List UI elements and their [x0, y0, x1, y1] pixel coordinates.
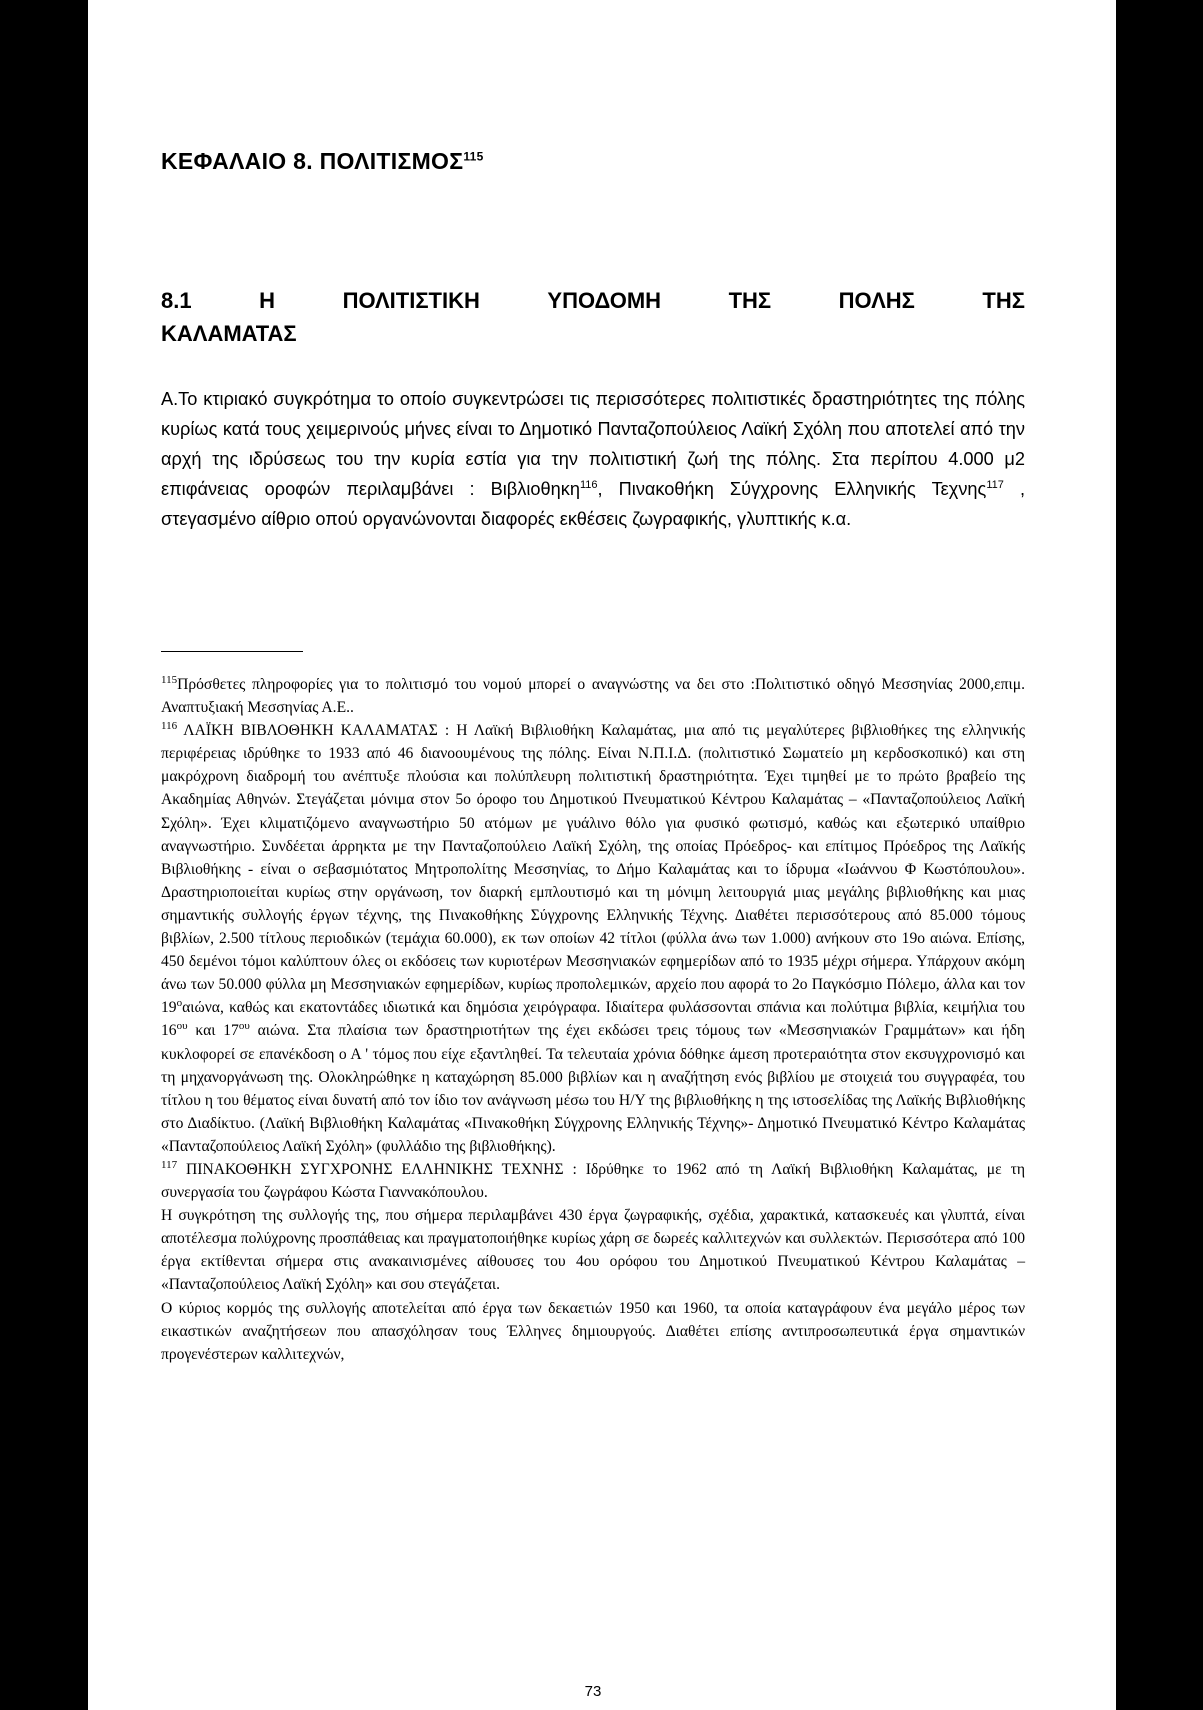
- section-word: ΤΗΣ: [982, 288, 1025, 313]
- footnote-mark: 115: [161, 673, 178, 686]
- section-title-line2: ΚΑΛΑΜΑΤΑΣ: [161, 321, 297, 346]
- section-word: ΠΟΛΗΣ: [838, 288, 915, 313]
- ordinal-sup: ου: [238, 1020, 250, 1033]
- footnote-text: ΛΑΪΚΗ ΒΙΒΛΟΘΗΚΗ ΚΑΛΑΜΑΤΑΣ : Η Λαϊκή Βιβλιοθήκη Καλαμάτας, μια από τις μεγαλύτερες βιβλιοθήκες της ελληνικής περιφέρειας ιδρύθηκε το 1933 από 46 διανοουμένους της πόλης. Είναι Ν.Π.Ι.Δ. (πολιτιστικό Σωματείο μη κερδοσκοπικό) και στη μακρόχρονη διαδρομή του ανέπτυξε πλούσια και πολύπλευρη πολιτιστική δραστηριότητα. Έχει τιμηθεί με το πρώτο βραβείο της Ακαδημίας Αθηνών. Στεγάζεται μόνιμα στον 5ο όροφο του Δημοτικού Πνευματικού Κέντρου Καλαμάτας – «Πανταζοπούλειος Λαϊκή Σχόλη». Έχει κλιματιζόμενο αναγνωστήριο 50 ατόμων με γυάλινο θόλο για φυσικό φωτισμό, καθώς και εξωτερικό υπαίθριο αναγνωστήριο. Συνδέεται άρρηκτα με την Πανταζοπούλειο Λαϊκή Σχόλη, της οποίας Πρόεδρος- και επίτιμος Πρόεδρος της Λαϊκής Βιβλιοθήκης - είναι ο σεβασμιότατος Μητροπολίτης Μεσσηνίας, το Δήμο Καλαμάτας και το ίδρυμα «Ιωάννου Φ Κωστόπουλου». Δραστηριοποιείται κυρίως στην οργάνωση, τον διαρκή εμπλουτισμό και τη μόνιμη λειτουργιά μιας μεγάλης βιβλιοθήκης και μιας σημαντικής συλλογής έργων τέχνης, της Πινακοθήκης Σύγχρονης Ελληνικής Τέχνης. Διαθέτει περισσότερους από 85.000 τόμους βιβλίων, 2.500 τίτλους περιοδικών (τεμάχια 60.000), εκ των οποίων 42 τίτλοι (φύλλα άνω των 1.000) ανήκουν στο 19ο αιώνα. Επίσης, 450 δεμένοι τόμοι καλύπτουν όλες οι εκδόσεις των κυριοτέρων Μεσσηνιακών εφημερίδων από το 1935 μέχρι σήμερα. Υπάρχουν ακόμη άνω των 50.000 φύλλα μη Μεσσηνιακών εφημερίδων, κυρίως προπολεμικών, αρχείο που αφορά το 2ο Παγκόσμιο Πόλεμο, άλλα και τον 19: [161, 722, 1025, 1017]
- footnote-117-paragraph: Η συγκρότηση της συλλογής της, που σήμερα περιλαμβάνει 430 έργα ζωγραφικής, σχέδια, χαρακτικά, κατασκευές και γλυπτά, είναι αποτέλεσμα πολύχρονης προσπάθειας και πραγματοποιήθηκε κυρίως χάρη σε δωρεές καλλιτεχνών και συλλεκτών. Περισσότερα από 100 έργα εκτίθενται σήμερα στις ανακαινισμένες αίθουσες του 4ου ορόφου του Δημοτικού Πνευματικού Κέντρου Καλαμάτας – «Πανταζοπούλειος Λαϊκή Σχόλη» και σου στεγάζεται.: [161, 1207, 1025, 1294]
- paragraph-text-2: , Πινακοθήκη Σύγχρονης Ελληνικής Τεχνης: [597, 479, 987, 499]
- section-number: 8.1: [161, 288, 192, 313]
- footnote-divider: [161, 651, 303, 652]
- footnote-text: Πρόσθετες πληροφορίες για το πολιτισμό του νομού μπορεί ο αναγνώστης να δει στο :Πολιτιστικό οδηγό Μεσσηνίας 2000,επιμ. Αναπτυξιακή Μεσσηνίας Α.Ε..: [161, 676, 1025, 717]
- section-word: ΤΗΣ: [728, 288, 772, 313]
- paragraph-text-3: , στεγασμένο αίθριο οπού οργανώνονται διαφορές εκθέσεις ζωγραφικής, γλυπτικής κ.α.: [161, 479, 1025, 529]
- paragraph-text-1: Α.Το κτιριακό συγκρότημα το οποίο συγκεντρώσει τις περισσότερες πολιτιστικές δραστηριότητες της πόλης κυρίως κατά τους χειμερινούς μήνες είναι το Δημοτικό Πανταζοπούλειος Λαϊκή Σχόλη που αποτελεί από την αρχή της ιδρύσεως του την κυρία εστία για την πολιτιστική ζωή της πόλης. Στα περίπου 4.000 μ2 επιφάνειας οροφών περιλαμβάνει : Βιβλιοθηκη: [161, 389, 1025, 499]
- ordinal-sup: ου: [176, 1020, 188, 1033]
- footnote-text: αιώνα, καθώς και εκατοντάδες ιδιωτικά και δημόσια χειρόγραφα. Ιδιαίτερα φυλάσσονται σπάνια και πολύτιμα βιβλία, κειμήλια του 16: [161, 999, 1025, 1040]
- footnote-117: [161, 1158, 1025, 1204]
- footnote-text: και 17: [187, 1022, 239, 1040]
- section-word: Η: [259, 288, 276, 313]
- page-number: 73: [584, 1683, 602, 1700]
- footnote-116: [161, 719, 1025, 1158]
- document-page: [88, 0, 1116, 1710]
- chapter-title: [161, 148, 1025, 175]
- chapter-footnote-ref[interactable]: 115: [463, 149, 484, 164]
- footnote-text: αιώνα. Στα πλαίσια των δραστηριοτήτων της έχει εκδώσει τρεις τόμους των «Μεσσηνιακών Γραμμάτων» και ήδη κυκλοφορεί σε επανέκδοση ο Α ' τόμος που είχε εξαντληθεί. Τα τελευταία χρόνια δόθηκε άμεση προτεραιότητα στον εκσυγχρονισμό και τη μηχανοργάνωση της. Ολοκληρώθηκε η καταχώρηση 85.000 βιβλίων και η αναζήτηση ενός βιβλίου με στοιχειά του συγγραφέα, του τίτλου η του θέματος είναι δυνατή από τον ίδιο τον ανάγνωση μέσω του Η/Υ της βιβλιοθήκης η της ιστοσελίδας της Λαϊκής Βιβλιοθήκης στο Διαδίκτυο. (Λαϊκή Βιβλιοθήκη Καλαμάτας «Πινακοθήκη Σύγχρονης Ελληνικής Τέχνης»- Δημοτικό Πνευματικό Κέντρο Καλαμάτας «Πανταζοπούλειος Λαϊκή Σχόλη» (φυλλάδιο της βιβλιοθήκης).: [161, 1022, 1025, 1155]
- ordinal-sup: ο: [176, 997, 183, 1010]
- footnote-117-paragraph: Ο κύριος κορμός της συλλογής αποτελείται από έργα των δεκαετιών 1950 και 1960, τα οποία καταγράφουν ένα μεγάλο μέρος των εικαστικών αναζητήσεων που απασχόλησαν τους Έλληνες δημιουργούς. Διαθέτει επίσης αντιπροσωπευτικά έργα σημαντικών προγενέστερων καλλιτεχνών,: [161, 1299, 1025, 1363]
- footnote-mark: 117: [161, 1158, 178, 1171]
- footnote-ref-117[interactable]: 117: [986, 478, 1004, 491]
- footnote-115: [161, 673, 1025, 719]
- section-title-line1: [161, 284, 1025, 317]
- section-word: ΥΠΟΔΟΜΗ: [547, 288, 662, 313]
- section-title: [161, 284, 1025, 350]
- footnote-text: ΠΙΝΑΚΟΘΗΚΗ ΣΥΓΧΡΟΝΗΣ ΕΛΛΗΝΙΚΗΣ ΤΕΧΝΗΣ : Ιδρύθηκε το 1962 από τη Λαϊκή Βιβλιοθήκη Καλαμάτας, με τη συνεργασία του ζωγράφου Κώστα Γιαννακόπουλου.: [161, 1160, 1025, 1202]
- chapter-title-text: ΚΕΦΑΛΑΙΟ 8. ΠΟΛΙΤΙΣΜΟΣ: [161, 148, 464, 174]
- footnotes: [161, 673, 1025, 1366]
- body-paragraph: [161, 384, 1025, 534]
- footnote-ref-116[interactable]: 116: [579, 478, 598, 491]
- section-word: ΠΟΛΙΤΙΣΤΙΚΗ: [342, 288, 480, 313]
- footnote-mark: 116: [161, 720, 178, 732]
